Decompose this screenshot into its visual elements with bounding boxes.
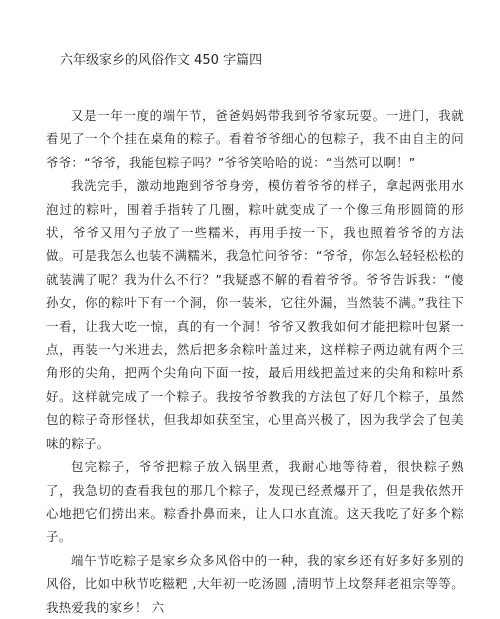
paragraph-1: 又是一年一度的端午节，爸爸妈妈带我到爷爷家玩耍。一进门，我就看见了一个个挂在桌角的粽子。看着爷爷细心的包粽子，我不由自主的问爷爷：“爷爷，我能包粽子吗？”爷爷笑哈哈的说：“当然可以啊！” xyxy=(46,108,464,170)
document-body xyxy=(46,104,464,619)
paragraph-3: 包完粽子，爷爷把粽子放入锅里煮，我耐心地等待着，很快粽子熟了，我急切的查看我包的那几个粽子，发现已经煮爆开了，但是我依然开心地把它们捞出来。粽香扑鼻而来，让人口水直流。这天我吃了好多个粽子。 xyxy=(46,459,464,545)
document-title: 六年级家乡的风俗作文 450 字篇四 xyxy=(60,53,263,68)
paragraph-2: 我洗完手，激动地跑到爷爷身旁，模仿着爷爷的样子，拿起两张用水泡过的粽叶，围着手指转了几圈，粽叶就变成了一个像三角形圆筒的形状，爷爷又用勺子放了一些糯米，再用手按一下，我也照着爷爷的方法做。可是我怎么也装不满糯米，我急忙问爷爷：“爷爷，你怎么轻轻松松的就装满了呢？我为什么不行？”我疑惑不解的看着爷爷。爷爷告诉我：“傻孙女，你的粽叶下有一个洞，你一装米，它往外漏，当然装不满。”我往下一看，让我大吃一惊，真的有一个洞！爷爷又教我如何才能把粽叶包紧一点，再装一勺米进去，然后把多余粽叶盖过来，这样粽子两边就有两个三角形的尖角，把两个尖角向下面一按，最后用线把盖过来的尖角和粽叶系好。这样就完成了一个粽子。我按爷爷教我的方法包了好几个粽子，虽然包的粽子奇形怪状，但我却如获至宝，心里高兴极了，因为我学会了包美味的粽子。 xyxy=(46,178,464,451)
paragraph-4: 端午节吃粽子是家乡众多风俗中的一种，我的家乡还有好多好多别的风俗，比如中秋节吃糍粑 ,大年初一吃汤圆 ,清明节上坟祭拜老祖宗等等。我热爱我的家乡！ 六 xyxy=(46,552,464,615)
